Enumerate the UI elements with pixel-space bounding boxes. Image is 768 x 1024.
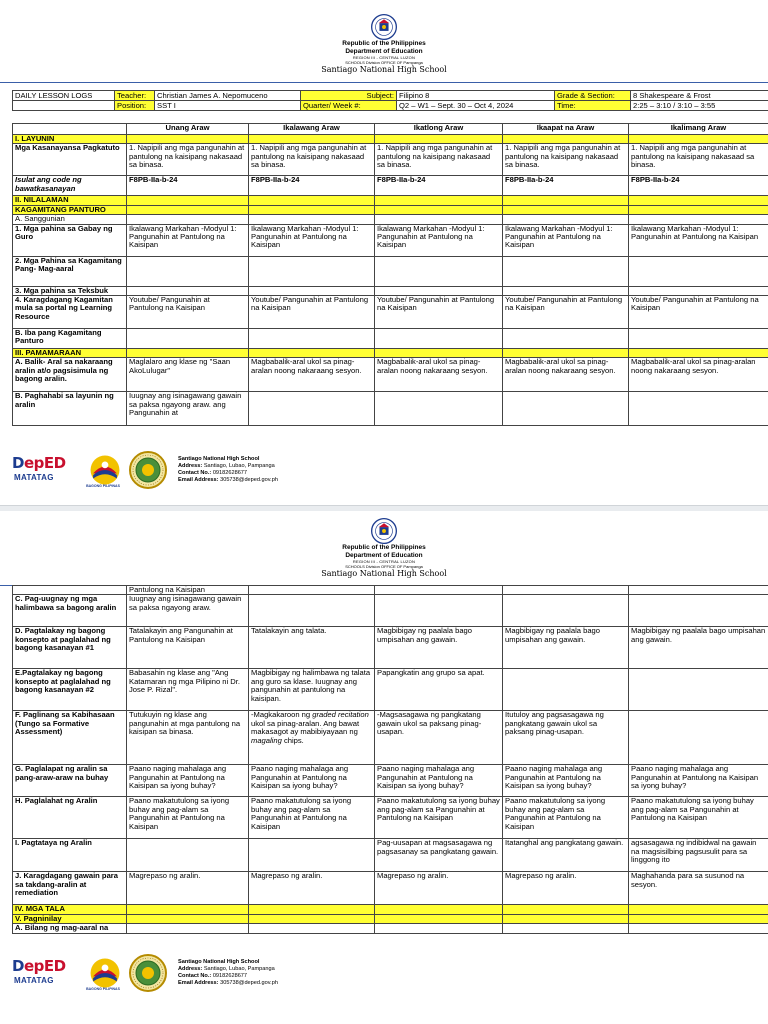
- section-nilalaman: II. NILALAMAN: [13, 196, 768, 205]
- teacher-value: Christian James A. Nepomuceno: [155, 91, 301, 101]
- deped-line: Department of Education: [345, 551, 423, 559]
- row-karagdagang-gawain: J. Karagdagang gawain para sa takdang-aralin at remediation Magrepaso ng aralin. Magrepaso ng aralin. Magrepaso ng aralin. Magrepaso ng aralin. Maghahanda para sa susunod na sesyon.: [13, 872, 768, 905]
- school-name: Santiago National High School: [321, 569, 447, 578]
- day-header-5: Ikalimang Araw: [629, 124, 768, 135]
- header-rule: [0, 82, 768, 83]
- footer-page-2: [12, 955, 412, 995]
- section-mga-tala: IV. MGA TALA: [13, 905, 768, 914]
- dll-blank: [13, 101, 115, 111]
- row-kasanayan: Mga Kasanayansa Pagkatuto 1. Napipili ang mga pangunahin at pantulong na kaisipang nakasaad sa binasa. 1. Napipili ang mga pangunahin at pantulong na kaisipang nakasaad sa binasa. 1. Napipili ang mga pangunahin at pantulong na kaisipang nakasaad sa binasa. 1. Napipili ang mga pangunahin at pantulong na kaisipang nakasaad sa binasa. 1. Napipili ang mga pangunahin at pantulong na kaisipang nakasaad sa binasa.: [13, 144, 768, 176]
- lesson-table-page-1: [12, 123, 768, 426]
- row-pag-uugnay: C. Pag-uugnay ng mga halimbawa sa bagong aralin Iuugnay ang isinagawang gawain sa paksa ngayong araw.: [13, 595, 768, 627]
- section-pagninilay: V. Pagninilay: [13, 914, 768, 923]
- bagong-pilipinas-logo-icon: [88, 956, 122, 990]
- row-sanggunian: A. Sanggunian: [13, 215, 768, 224]
- quarter-label: Quarter/ Week #:: [301, 101, 397, 111]
- row-paghahabi: B. Paghahabi sa layunin ng aralin Iuugnay ang isinagawang gawain sa paksa ngayong araw. ang Pangunahin at: [13, 392, 768, 426]
- row-kagamitang-pang-mag-aaral: 2. Mga Pahina sa Kagamitang Pang- Mag-aaral: [13, 256, 768, 286]
- position-value: SST I: [155, 101, 301, 111]
- row-teksbuk: 3. Mga pahina sa Teksbuk: [13, 286, 768, 295]
- division-line: SCHOOLS Division OFFICE OF Pampanga: [345, 60, 423, 65]
- day-header-1: Unang Araw: [127, 124, 249, 135]
- school-seal-icon: [128, 450, 168, 490]
- row-code: Isulat ang code ng bawatkasanayan F8PB-IIa-b-24 F8PB-IIa-b-24 F8PB-IIa-b-24 F8PB-IIa-b-24 F8PB-IIa-b-24: [13, 176, 768, 196]
- bagong-pilipinas-text: BAGONG PILIPINAS: [86, 484, 120, 488]
- school-contact-block: Santiago National High School Address: Santiago, Lubao, Pampanga Contact No.: 09182628677 Email Address: 305738@deped.gov.ph: [178, 456, 278, 483]
- position-label: Position:: [115, 101, 155, 111]
- dll-label: DAILY LESSON LOGS: [13, 91, 115, 101]
- deped-matatag-logo: DepED MATATAG: [12, 957, 66, 985]
- deped-matatag-logo: DepED MATATAG: [12, 454, 66, 482]
- teacher-label: Teacher:: [115, 91, 155, 101]
- page-2: [0, 509, 768, 1024]
- row-gabay: 1. Mga pahina sa Gabay ng Guro Ikalawang Markahan -Modyul 1: Pangunahin at Pantulong na Kaisipan Ikalawang Markahan -Modyul 1: Pangunahin at Pantulong na Kaisipan Ikalawang Markahan -Modyul 1: Pangunahin at Pantulong na Kaisipan Ikalawang Markahan -Modyul 1: Pangunahin at Pantulong na Kaisipan Ikalawang Markahan -Modyul 1: Pangunahin at Pantulong na Kaisipan: [13, 224, 768, 256]
- row-pagtataya: I. Pagtataya ng Aralin Pag-uusapan at magsasagawa ng pagsasanay sa pangkatang gawain. Itatanghal ang pangkatang gawain. agsasagawa ng indibidwal na gawain na magsisilbing pagsusulit para sa linggong ito: [13, 839, 768, 872]
- quarter-value: Q2 – W1 – Sept. 30 – Oct 4, 2024: [397, 101, 555, 111]
- deped-line: Department of Education: [345, 47, 423, 55]
- subject-label: Subject:: [301, 91, 397, 101]
- section-layunin: I. LAYUNIN: [13, 135, 768, 144]
- row-karagdagang-kagamitan: 4. Karagdagang Kagamitan mula sa portal ng Learning Resource Youtube/ Pangunahin at Pantulong na Kaisipan Youtube/ Pangunahin at Pantulong na Kaisipan Youtube/ Pangunahin at Pantulong na Kaisipan Youtube/ Pangunahin at Pantulong na Kaisipan Youtube/ Pangunahin at Pantulong na Kaisipan: [13, 296, 768, 329]
- republic-line: Republic of the Philippines: [342, 40, 426, 47]
- day-header-3: Ikatlong Araw: [375, 124, 503, 135]
- deped-seal-icon: [371, 14, 397, 40]
- division-line: SCHOOLS Division OFFICE OF Pampanga: [345, 564, 423, 569]
- republic-line: Republic of the Philippines: [342, 544, 426, 551]
- day-header-2: Ikalawang Araw: [249, 124, 375, 135]
- school-contact-block: Santiago National High School Address: Santiago, Lubao, Pampanga Contact No.: 09182628677 Email Address: 305738@deped.gov.ph: [178, 959, 278, 986]
- row-paglinang: F. Paglinang sa Kabihasaan (Tungo sa Formative Assessment) Tutukuyin ng klase ang pangunahin at mga pantulong na kaisipan sa binasa. -Magkakaroon ng graded recitation ukol sa pinag-aralan. Ang bawat makasagot ay mabibiyayaan ng magaling chips. -Magsasagawa ng pangkatang gawain ukol sa paksang pinag-usapan. Itutuloy ang pagsasagawa ng pangkatang gawain ukol sa paksang pinag-usapan.: [13, 711, 768, 765]
- time-value: 2:25 – 3:10 / 3:10 – 3:55: [631, 101, 768, 111]
- row-iba-pang-kagamitan: B. Iba pang Kagamitang Panturo: [13, 329, 768, 349]
- time-label: Time:: [555, 101, 631, 111]
- section-kagamitan: KAGAMITANG PANTURO: [13, 205, 768, 214]
- grade-value: 8 Shakespeare & Frost: [631, 91, 768, 101]
- row-bilang: A. Bilang ng mag-aaral na: [13, 924, 768, 933]
- row-carryover: Pantulong na Kaisipan: [13, 586, 768, 595]
- region-line: REGION III - CENTRAL LUZON: [352, 559, 416, 564]
- row-paglalapat: G. Paglalapat ng aralin sa pang-araw-araw na buhay Paano naging mahalaga ang Pangunahin at Pantulong na Kaisipan sa iyong buhay? Paano naging mahalaga ang Pangunahin at Pantulong na Kaisipan sa iyong buhay? Paano naging mahalaga ang Pangunahin at Pantulong na Kaisipan sa iyong buhay? Paano naging mahalaga ang Pangunahin at Pantulong na Kaisipan sa iyong buhay? Paano naging mahalaga ang Pangunahin at Pantulong na Kaisipan sa iyong buhay?: [13, 765, 768, 797]
- deped-seal-icon: [371, 518, 397, 544]
- footer-page-1: [12, 452, 412, 492]
- row-pagtalakay-1: D. Pagtalakay ng bagong konsepto at paglalahad ng bagong kasanayan #1 Tatalakayin ang Pangunahin at Pantulong na Kaisipan Tatalakayin ang talata. Magbibigay ng paalala bago umpisahan ang gawain. Magbibigay ng paalala bago umpisahan ang gawain. Magbibigay ng paalala bago umpisahan ang gawain.: [13, 627, 768, 669]
- letterhead: [0, 518, 768, 579]
- day-header-4: Ikaapat na Araw: [503, 124, 629, 135]
- day-header-blank: [13, 124, 127, 135]
- letterhead: [0, 14, 768, 75]
- row-pagtalakay-2: E.Pagtalakay ng bagong konsepto at paglalahad ng bagong kasanayan #2 Babasahin ng klase ang "Ang Katamaran ng mga Pilipino ni Dr. Jose P. Rizal". Magbibigay ng halimbawa ng talata ang guro sa klase. Iuugnay ang pangunahin at pantulong na kaisipan. Papangkatin ang grupo sa apat.: [13, 669, 768, 711]
- row-paglalahat: H. Paglalahat ng Aralin Paano makatutulong sa iyong buhay ang pag-alam sa Pangunahin at Pantulong na Kaisipan Paano makatutulong sa iyong buhay ang pag-alam sa Pangunahin at Pantulong na Kaisipan Paano makatutulong sa iyong buhay ang pag-alam sa Pangunahin at Pantulong na Kaisipan Paano makatutulong sa iyong buhay ang pag-alam sa Pangunahin at Pantulong na Kaisipan Paano makatutulong sa iyong buhay ang pag-alam sa Pangunahin at Pantulong na Kaisipan: [13, 797, 768, 839]
- school-seal-icon: [128, 953, 168, 993]
- school-name: Santiago National High School: [321, 65, 447, 74]
- bagong-pilipinas-text: BAGONG PILIPINAS: [86, 987, 120, 991]
- bagong-pilipinas-logo-icon: [88, 453, 122, 487]
- lesson-table-page-2: [12, 585, 768, 934]
- row-balik-aral: A. Balik- Aral sa nakaraang aralin at/o pagsisimula ng bagong aralin. Maglalaro ang klase ng "Saan AkoLulugar" Magbabalik-aral ukol sa pinag-aralan noong nakaraang sesyon. Magbabalik-aral ukol sa pinag-aralan noong nakaraang sesyon. Magbabalik-aral ukol sa pinag-aralan noong nakaraang sesyon. Magbabalik-aral ukol sa pinag-aralan noong nakaraang sesyon.: [13, 358, 768, 392]
- grade-label: Grade & Section:: [555, 91, 631, 101]
- page-1: [0, 0, 768, 509]
- region-line: REGION III - CENTRAL LUZON: [352, 55, 416, 60]
- section-pamamaraan: III. PAMAMARAAN: [13, 349, 768, 358]
- info-table: [12, 90, 768, 111]
- subject-value: Filipino 8: [397, 91, 555, 101]
